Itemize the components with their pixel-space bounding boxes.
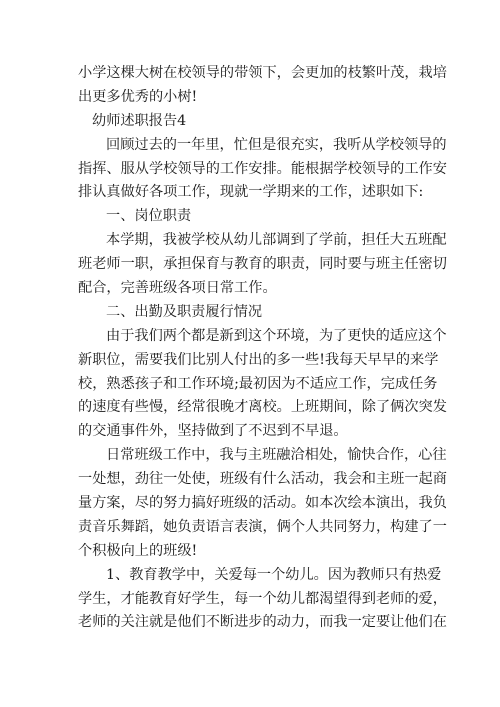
class-work-paragraph <box>78 444 447 563</box>
text-line: 由于我们两个都是新到这个环境，为了更快的适应这个 <box>106 327 447 344</box>
teaching-paragraph <box>78 564 447 636</box>
heading-attendance-paragraph <box>78 301 434 325</box>
text-line: 老师的关注就是他们不断进步的动力，而我一定要让他们在 <box>78 614 447 631</box>
text-line: 本学期，我被学校从幼儿部调到了学前，担任大五班配 <box>106 232 447 249</box>
heading-duty: 一、岗位职责 <box>106 208 192 225</box>
heading-duty-paragraph <box>78 205 434 229</box>
text-line: 责音乐舞蹈，她负责语言表演，俩个人共同努力，构建了一 <box>78 518 447 535</box>
attendance-paragraph <box>78 325 447 444</box>
section-title-paragraph <box>78 110 434 134</box>
text-line: 量方案，尽的努力搞好班级的活动。如本次绘本演出，我负 <box>78 495 447 512</box>
text-line: 学生，才能教育好学生，每一个幼儿都渴望得到老师的爱， <box>78 590 447 607</box>
text-line: 个积极向上的班级! <box>78 542 198 559</box>
text-line: 的交通事件外，坚持做到了不迟到不早退。 <box>78 423 348 440</box>
text-line: 一处想，劲往一处使，班级有什么活动，我会和主班一起商 <box>78 471 447 488</box>
text-line: 校，熟悉孩子和工作环境;最初因为不适应工作，完成任务 <box>78 375 438 392</box>
text-line: 回顾过去的一年里，忙但是很充实，我听从学校领导的 <box>106 136 447 153</box>
heading-attendance: 二、出勤及职责履行情况 <box>106 303 263 320</box>
section-title: 幼师述职报告4 <box>92 112 187 129</box>
text-line: 1、教育教学中，关爱每一个幼儿。因为教师只有热爱 <box>106 566 442 583</box>
text-line: 新职位，需要我们比别人付出的多一些!我每天早早的来学 <box>78 351 439 368</box>
text-line: 小学这棵大树在校领导的带领下，会更加的枝繁叶茂，栽培 <box>78 65 447 81</box>
text-line: 出更多优秀的小树! <box>78 88 198 105</box>
text-line: 配合，完善班级各项日常工作。 <box>78 280 277 297</box>
duty-paragraph <box>78 229 447 301</box>
text-line: 指挥、服从学校领导的工作安排。能根据学校领导的工作安 <box>78 160 447 177</box>
text-line: 日常班级工作中，我与主班融洽相处，愉快合作，心往 <box>106 447 447 464</box>
text-line: 班老师一职，承担保育与教育的职责，同时要与班主任密切 <box>78 256 447 273</box>
review-paragraph <box>78 134 447 206</box>
text-line: 的速度有些慢，经常很晚才离校。上班期间，除了俩次突发 <box>78 399 447 416</box>
text-line: 排认真做好各项工作，现就一学期来的工作，述职如下: <box>78 184 424 201</box>
document-body <box>78 62 447 635</box>
intro-paragraph <box>78 62 447 110</box>
